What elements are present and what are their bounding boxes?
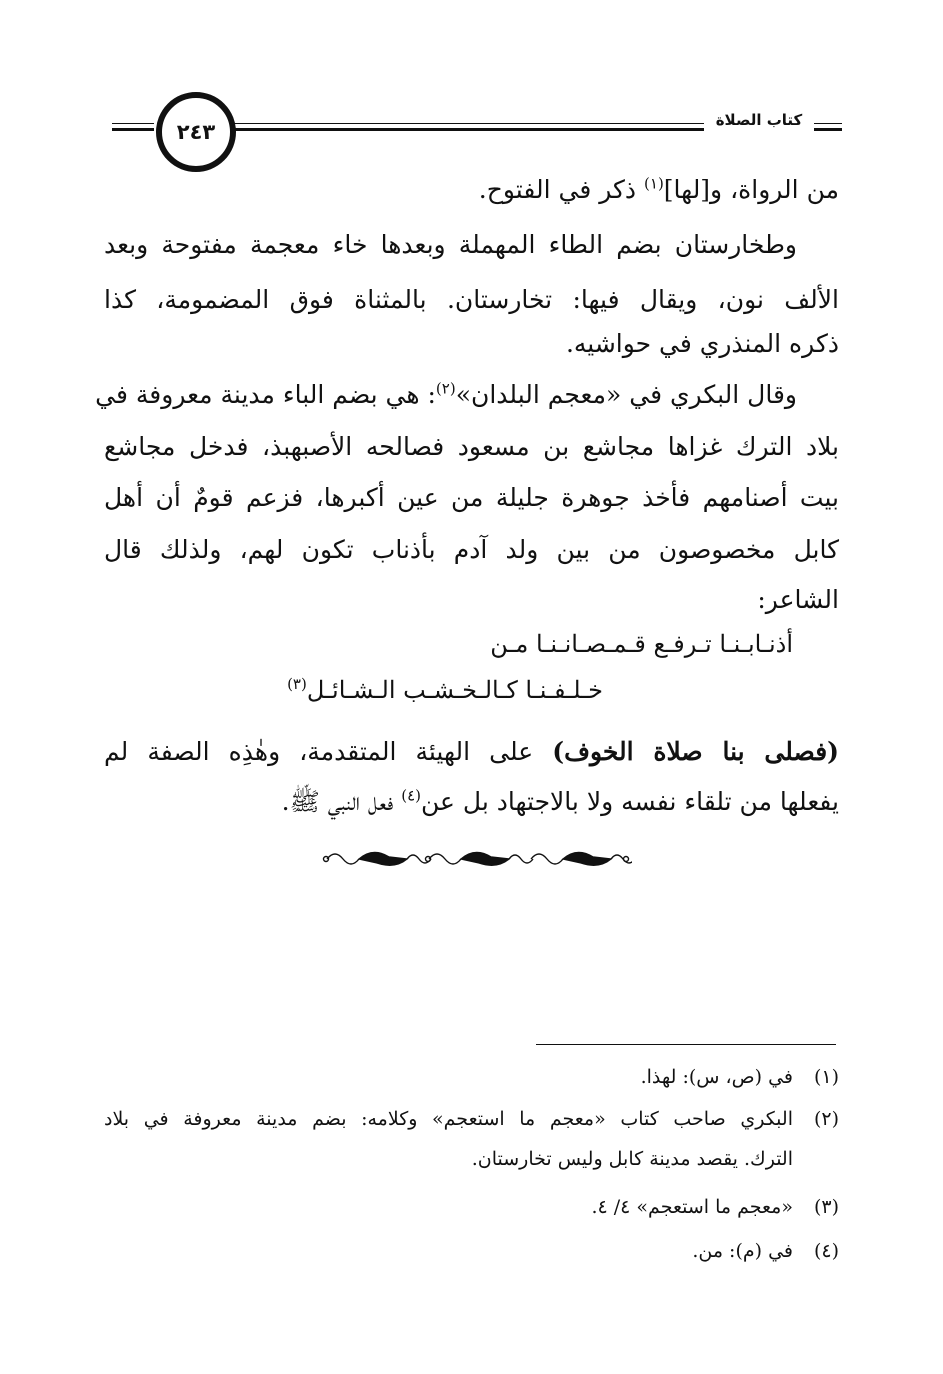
ornament-motif [531, 852, 632, 865]
section-ornament [322, 844, 632, 874]
text-segment: ذكر في الفتوح. [478, 175, 645, 204]
footnote-2-continued [104, 1142, 839, 1176]
footnote-1 [104, 1060, 839, 1094]
body-line-6 [104, 427, 839, 467]
text-segment: : هي بضم الباء مدينة معروفة في [95, 380, 436, 409]
page-number: ٢٤٣ [176, 120, 216, 144]
text-segment: من الرواة، و[لها] [663, 175, 839, 204]
footnote-ref-1: (١) [644, 174, 664, 193]
footnote-2 [104, 1102, 839, 1136]
verse-hemistich-1: أذنـابـنـا تـرفـع قـمـصـانـنـا مـن [490, 630, 793, 658]
footnote-4 [104, 1234, 839, 1268]
footnote-3 [104, 1190, 839, 1224]
verse-text: خـلـفـنـا كـالـخـشـب الـشـائـل [306, 676, 603, 704]
bold-phrase: (فصلى بنا صلاة الخوف) [552, 737, 839, 766]
header-rule-right [814, 128, 842, 131]
page-number-badge [156, 92, 236, 172]
verse-hemistich-2 [287, 676, 603, 704]
text-segment: الشاعر: [757, 585, 839, 614]
header-rule-middle [232, 128, 704, 131]
header-rule-left [112, 128, 154, 131]
text-segment: كابل مخصوصون من بين ولد آدم بأذناب تكون لهم، ولذلك قال [104, 535, 839, 564]
text-segment: وطخارستان بضم الطاء المهملة وبعدها خاء معجمة مفتوحة وبعد [104, 230, 797, 259]
text-segment: الألف نون، ويقال فيها: تخارستان. بالمثناة فوق المضمومة، كذا [104, 285, 839, 314]
footnote-text: «معجم ما استعجم» ٤/ ٤. [591, 1196, 793, 1218]
footnote-ref-3: (٣) [287, 675, 307, 693]
text-segment: يفعلها من تلقاء نفسه ولا بالاجتهاد بل عن [421, 787, 839, 816]
body-line-3 [104, 280, 839, 320]
body-line-9 [104, 580, 839, 620]
footnote-text: الترك. يقصد مدينة كابل وليس تخارستان. [471, 1148, 793, 1170]
footnote-number: (٣) [813, 1196, 839, 1218]
body-line-4 [104, 324, 839, 364]
header-rule-left-thin [112, 123, 154, 124]
footnote-separator [536, 1044, 836, 1045]
text-segment: وقال البكري في «معجم البلدان» [455, 380, 797, 409]
running-title: كتاب الصلاة [715, 111, 803, 129]
footnote-text: في (ص، س): لهذا. [640, 1066, 793, 1088]
header-rule-middle-thin [232, 123, 704, 124]
body-line-2 [104, 225, 839, 265]
footnote-ref-2: (٢) [435, 379, 456, 398]
text-segment: بلاد الترك غزاها مجاشع بن مسعود فصالحه الأصبهبذ، فدخل مجاشع [104, 432, 839, 461]
footnote-text: البكري صاحب كتاب «معجم ما استعجم» وكلامه: بضم مدينة معروفة في بلاد [104, 1108, 793, 1130]
body-line-5 [95, 375, 839, 415]
ornament-motif [426, 852, 534, 865]
body-line-8 [104, 530, 839, 570]
ornament-motif [324, 852, 432, 865]
footnote-number: (٤) [813, 1240, 839, 1262]
text-segment: بيت أصنامهم فأخذ جوهرة جليلة من عين أكبرها، فزعم قومٌ أن أهل [104, 483, 839, 512]
text-segment: فعل النبي ﷺ. [281, 787, 402, 816]
body-line-11 [104, 782, 839, 822]
body-line-7 [104, 478, 839, 518]
footnote-number: (١) [813, 1066, 839, 1088]
text-segment: ذكره المنذري في حواشيه. [565, 329, 839, 358]
footnote-ref-4: (٤) [401, 786, 422, 805]
body-line-1 [104, 170, 839, 210]
text-segment: على الهيئة المتقدمة، وهٰذِه الصفة لم [104, 737, 553, 766]
footnote-number: (٢) [813, 1108, 839, 1130]
header-rule-right-thin [814, 123, 842, 124]
body-line-10 [104, 732, 839, 772]
footnote-text: في (م): من. [692, 1240, 793, 1262]
